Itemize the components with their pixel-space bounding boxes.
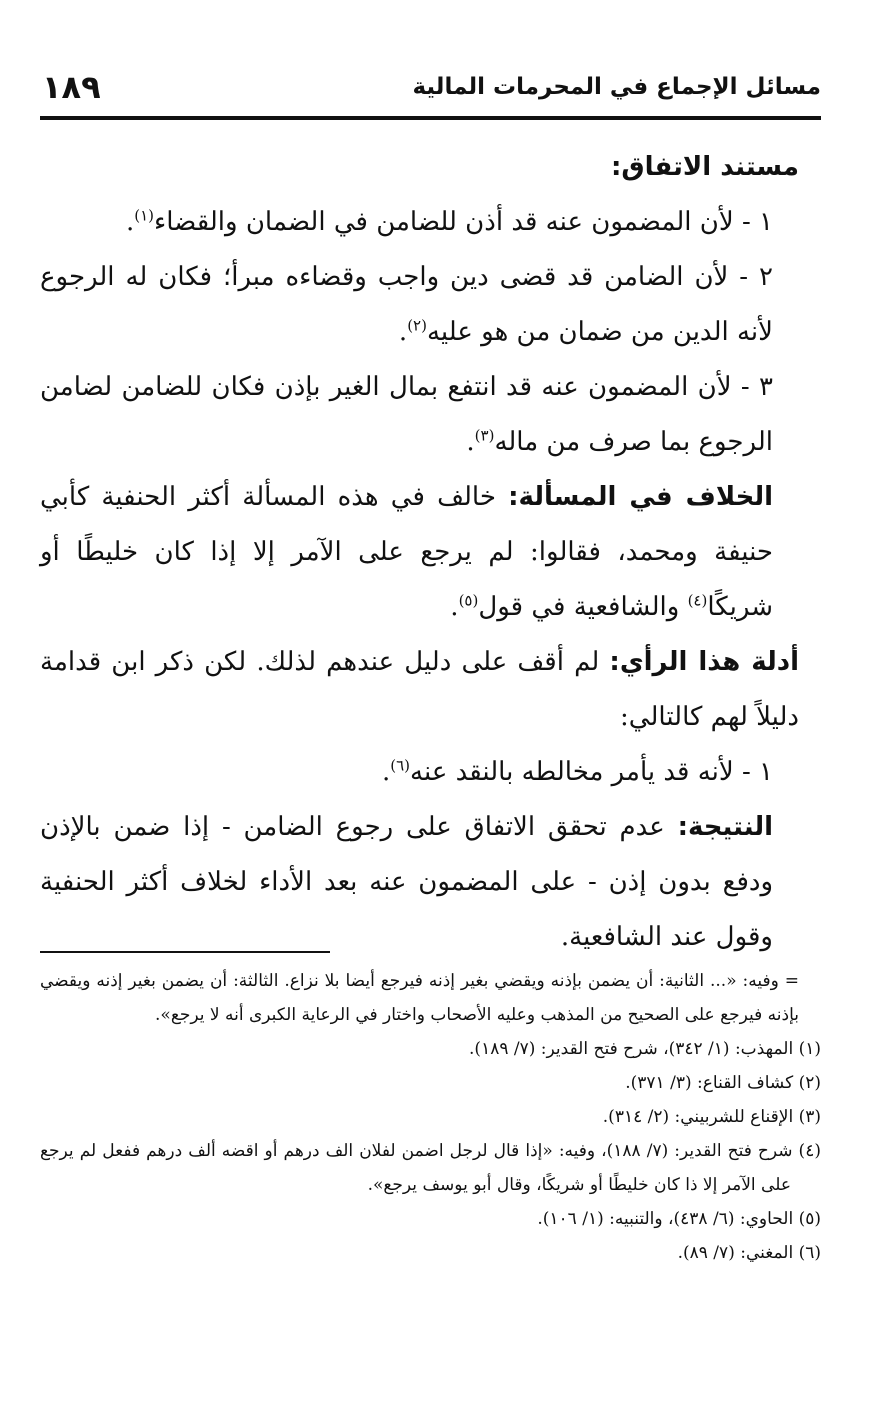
footnote-2: (٢) كشاف القناع: (٣/ ٣٧١). <box>625 1073 821 1093</box>
result-text: عدم تحقق الاتفاق على رجوع الضامن - إذا ضمن بالإذن ودفع بدون إذن - على المضمون عنه بعد الأداء لخلاف أكثر الحنفية وقول عند الشافعية. <box>40 812 773 952</box>
footnote-ref-6[interactable]: (٦) <box>390 756 411 775</box>
point-3-text: ٣ - لأن المضمون عنه قد انتفع بمال الغير بإذن فكان للضامن لضامن الرجوع بما صرف من ماله <box>40 372 773 457</box>
disagreement-end: . <box>450 592 459 622</box>
evidence-text: لم أقف على دليل عندهم لذلك. لكن ذكر ابن قدامة دليلاً لهم كالتالي: <box>40 647 799 732</box>
evidence-point-1-text: ١ - لأنه قد يأمر مخالطه بالنقد عنه <box>410 757 773 787</box>
page-number: ١٨٩ <box>42 68 101 106</box>
footnotes <box>40 964 821 1270</box>
footnote-ref-5[interactable]: (٥) <box>458 591 479 610</box>
footnote-continuation: = وفيه: «... الثانية: أن يضمن بإذنه ويقضي بغير إذنه فيرجع أيضا بلا نزاع. الثالثة: أن يضمن بغير إذنه ويقضي بإذنه فيرجع على الصحيح من المذهب وعليه الأصحاب واختار في الرعاية الكبرى أنه لا يرجع». <box>40 971 799 1025</box>
point-3 <box>40 360 821 470</box>
footnote-ref-2[interactable]: (٢) <box>407 316 427 335</box>
footnote-ref-4[interactable]: (٤) <box>687 591 708 610</box>
result-heading: النتيجة: <box>677 812 773 842</box>
disagreement-heading: الخلاف في المسألة: <box>508 482 773 512</box>
footnote-4: (٤) شرح فتح القدير: (٧/ ١٨٨)، وفيه: «إذا قال لرجل اضمن لفلان الف درهم أو اقضه ألف درهم ففعل لم يرجع على الآمر إلا ذا كان خليطًا أو شريكًا، وقال أبو يوسف يرجع». <box>40 1141 821 1195</box>
point-1 <box>40 195 821 250</box>
point-1-text: ١ - لأن المضمون عنه قد أذن للضامن في الضمان والقضاء <box>154 207 773 237</box>
evidence-point-1 <box>40 745 821 800</box>
section-heading-basis <box>40 140 821 195</box>
footnote-ref-3[interactable]: (٣) <box>474 426 495 445</box>
point-2-end: . <box>398 317 408 347</box>
point-3-end: . <box>466 427 475 457</box>
result-paragraph <box>40 800 821 965</box>
point-1-end: . <box>125 207 135 237</box>
footnote-6: (٦) المغني: (٧/ ٨٩). <box>677 1243 821 1263</box>
basis-heading: مستند الاتفاق: <box>610 152 799 182</box>
header-rule <box>40 116 821 120</box>
footnote-ref-1[interactable]: (١) <box>134 206 155 225</box>
book-page <box>40 0 821 1408</box>
running-title: مسائل الإجماع في المحرمات المالية <box>412 74 821 100</box>
body-text <box>40 140 821 965</box>
disagreement-paragraph <box>40 470 821 635</box>
disagreement-text: خالف في هذه المسألة أكثر الحنفية كأبي حنيفة ومحمد، فقالوا: لم يرجع على الآمر إلا إذا كان خليطًا أو شريكًا <box>40 482 773 622</box>
point-2 <box>40 250 821 360</box>
footnote-1: (١) المهذب: (١/ ٣٤٢)، شرح فتح القدير: (٧/ ١٨٩). <box>469 1039 821 1059</box>
evidence-point-1-end: . <box>381 757 391 787</box>
evidence-heading: أدلة هذا الرأي: <box>609 647 799 677</box>
evidence-paragraph <box>40 635 821 745</box>
page-header <box>40 66 821 110</box>
footnote-divider <box>40 951 330 953</box>
footnote-3: (٣) الإقناع للشربيني: (٢/ ٣١٤). <box>602 1107 821 1127</box>
point-2-text: ٢ - لأن الضامن قد قضى دين واجب وقضاءه مبرأ؛ فكان له الرجوع لأنه الدين من ضمان من هو عليه <box>40 262 773 347</box>
footnote-5: (٥) الحاوي: (٦/ ٤٣٨)، والتنبيه: (١/ ١٠٦). <box>537 1209 821 1229</box>
disagreement-text-2: والشافعية في قول <box>478 592 688 622</box>
